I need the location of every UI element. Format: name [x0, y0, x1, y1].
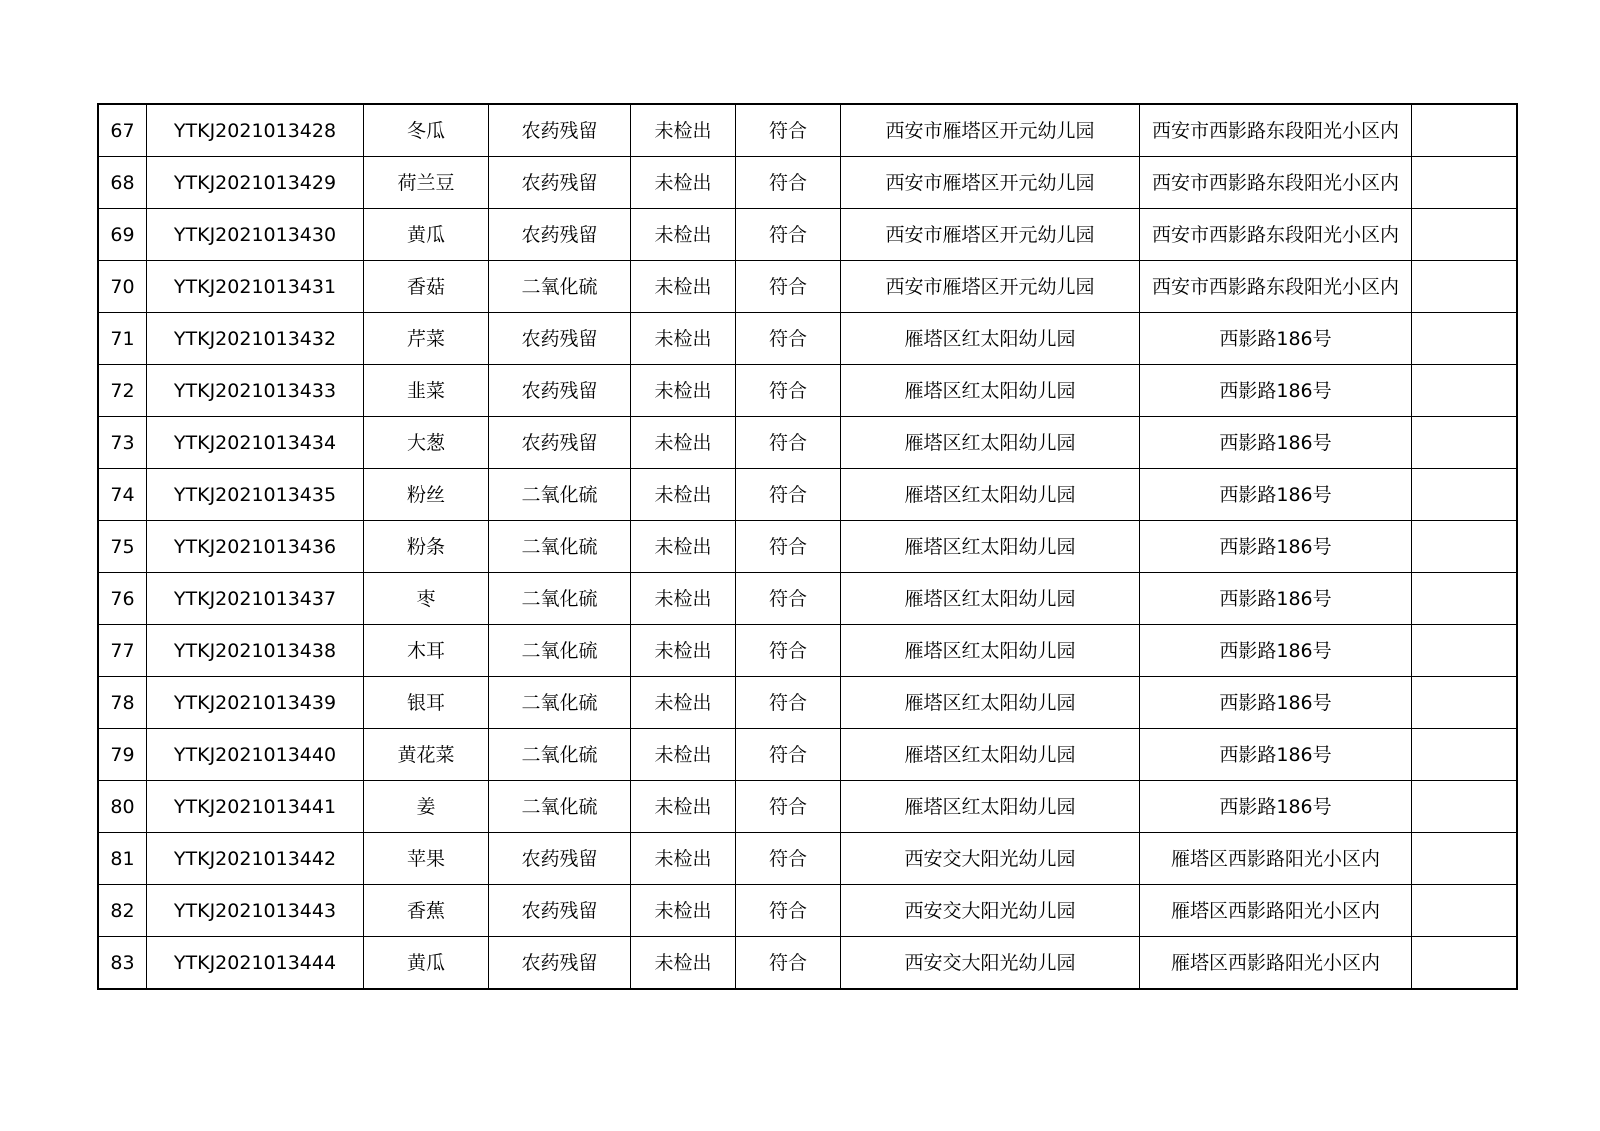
table-row: [98, 365, 1517, 417]
row-number-cell: 69: [98, 209, 147, 261]
test-result-cell: 未检出: [631, 209, 736, 261]
sample-id-cell: YTKJ2021013437: [147, 573, 364, 625]
test-item-cell: 二氧化硫: [489, 521, 631, 573]
test-item-cell: 二氧化硫: [489, 677, 631, 729]
conclusion-cell: 符合: [736, 521, 841, 573]
sample-name-cell: 姜: [364, 781, 489, 833]
sample-name-cell: 香蕉: [364, 885, 489, 937]
sample-id-cell: YTKJ2021013441: [147, 781, 364, 833]
test-result-cell: 未检出: [631, 625, 736, 677]
table-row: [98, 573, 1517, 625]
sample-name-cell: 韭菜: [364, 365, 489, 417]
unit-address-cell: 西影路186号: [1140, 625, 1412, 677]
test-item-cell: 二氧化硫: [489, 781, 631, 833]
sample-id-cell: YTKJ2021013429: [147, 157, 364, 209]
remarks-cell: [1412, 781, 1518, 833]
row-number-cell: 76: [98, 573, 147, 625]
sample-id-cell: YTKJ2021013428: [147, 104, 364, 157]
sampled-unit-cell: 雁塔区红太阳幼儿园: [841, 313, 1140, 365]
sampled-unit-cell: 西安市雁塔区开元幼儿园: [841, 157, 1140, 209]
table-row: [98, 729, 1517, 781]
sample-name-cell: 银耳: [364, 677, 489, 729]
unit-address-cell: 西影路186号: [1140, 677, 1412, 729]
row-number-cell: 70: [98, 261, 147, 313]
test-item-cell: 农药残留: [489, 104, 631, 157]
sample-name-cell: 大葱: [364, 417, 489, 469]
conclusion-cell: 符合: [736, 625, 841, 677]
unit-address-cell: 西影路186号: [1140, 365, 1412, 417]
unit-address-cell: 西影路186号: [1140, 781, 1412, 833]
remarks-cell: [1412, 469, 1518, 521]
test-item-cell: 农药残留: [489, 157, 631, 209]
table-row: [98, 833, 1517, 885]
row-number-cell: 74: [98, 469, 147, 521]
sampled-unit-cell: 雁塔区红太阳幼儿园: [841, 521, 1140, 573]
table-body: [98, 104, 1517, 989]
unit-address-cell: 西安市西影路东段阳光小区内: [1140, 209, 1412, 261]
unit-address-cell: 西影路186号: [1140, 469, 1412, 521]
row-number-cell: 68: [98, 157, 147, 209]
test-result-cell: 未检出: [631, 261, 736, 313]
conclusion-cell: 符合: [736, 729, 841, 781]
test-result-cell: 未检出: [631, 677, 736, 729]
sample-id-cell: YTKJ2021013431: [147, 261, 364, 313]
conclusion-cell: 符合: [736, 833, 841, 885]
sample-id-cell: YTKJ2021013443: [147, 885, 364, 937]
remarks-cell: [1412, 521, 1518, 573]
unit-address-cell: 西影路186号: [1140, 729, 1412, 781]
unit-address-cell: 西影路186号: [1140, 521, 1412, 573]
unit-address-cell: 西影路186号: [1140, 573, 1412, 625]
table-row: [98, 885, 1517, 937]
sample-id-cell: YTKJ2021013444: [147, 937, 364, 990]
test-item-cell: 二氧化硫: [489, 729, 631, 781]
sample-id-cell: YTKJ2021013430: [147, 209, 364, 261]
inspection-results-table: [97, 103, 1518, 990]
table-row: [98, 104, 1517, 157]
sampled-unit-cell: 雁塔区红太阳幼儿园: [841, 417, 1140, 469]
test-result-cell: 未检出: [631, 417, 736, 469]
sample-name-cell: 荷兰豆: [364, 157, 489, 209]
conclusion-cell: 符合: [736, 104, 841, 157]
test-result-cell: 未检出: [631, 885, 736, 937]
row-number-cell: 75: [98, 521, 147, 573]
sample-id-cell: YTKJ2021013435: [147, 469, 364, 521]
table-row: [98, 677, 1517, 729]
sampled-unit-cell: 雁塔区红太阳幼儿园: [841, 573, 1140, 625]
test-result-cell: 未检出: [631, 573, 736, 625]
test-result-cell: 未检出: [631, 521, 736, 573]
sample-id-cell: YTKJ2021013436: [147, 521, 364, 573]
test-item-cell: 二氧化硫: [489, 261, 631, 313]
row-number-cell: 67: [98, 104, 147, 157]
sample-name-cell: 黄瓜: [364, 209, 489, 261]
test-item-cell: 二氧化硫: [489, 469, 631, 521]
unit-address-cell: 西影路186号: [1140, 417, 1412, 469]
sample-name-cell: 粉丝: [364, 469, 489, 521]
unit-address-cell: 西安市西影路东段阳光小区内: [1140, 261, 1412, 313]
unit-address-cell: 雁塔区西影路阳光小区内: [1140, 937, 1412, 990]
remarks-cell: [1412, 833, 1518, 885]
sample-id-cell: YTKJ2021013442: [147, 833, 364, 885]
conclusion-cell: 符合: [736, 937, 841, 990]
test-item-cell: 农药残留: [489, 937, 631, 990]
row-number-cell: 71: [98, 313, 147, 365]
row-number-cell: 81: [98, 833, 147, 885]
table-row: [98, 417, 1517, 469]
sampled-unit-cell: 西安市雁塔区开元幼儿园: [841, 209, 1140, 261]
conclusion-cell: 符合: [736, 365, 841, 417]
sample-name-cell: 冬瓜: [364, 104, 489, 157]
sampled-unit-cell: 雁塔区红太阳幼儿园: [841, 781, 1140, 833]
conclusion-cell: 符合: [736, 417, 841, 469]
conclusion-cell: 符合: [736, 781, 841, 833]
table-row: [98, 781, 1517, 833]
table-row: [98, 313, 1517, 365]
table-row: [98, 937, 1517, 990]
row-number-cell: 80: [98, 781, 147, 833]
conclusion-cell: 符合: [736, 261, 841, 313]
remarks-cell: [1412, 209, 1518, 261]
remarks-cell: [1412, 261, 1518, 313]
test-item-cell: 农药残留: [489, 885, 631, 937]
remarks-cell: [1412, 729, 1518, 781]
sample-name-cell: 黄花菜: [364, 729, 489, 781]
unit-address-cell: 雁塔区西影路阳光小区内: [1140, 833, 1412, 885]
conclusion-cell: 符合: [736, 469, 841, 521]
row-number-cell: 73: [98, 417, 147, 469]
conclusion-cell: 符合: [736, 573, 841, 625]
row-number-cell: 72: [98, 365, 147, 417]
conclusion-cell: 符合: [736, 677, 841, 729]
sampled-unit-cell: 西安交大阳光幼儿园: [841, 937, 1140, 990]
table-row: [98, 261, 1517, 313]
table-row: [98, 157, 1517, 209]
sample-name-cell: 苹果: [364, 833, 489, 885]
table-row: [98, 469, 1517, 521]
remarks-cell: [1412, 885, 1518, 937]
sampled-unit-cell: 雁塔区红太阳幼儿园: [841, 469, 1140, 521]
sampled-unit-cell: 雁塔区红太阳幼儿园: [841, 365, 1140, 417]
sample-name-cell: 枣: [364, 573, 489, 625]
table-row: [98, 625, 1517, 677]
sample-name-cell: 粉条: [364, 521, 489, 573]
sample-id-cell: YTKJ2021013439: [147, 677, 364, 729]
test-item-cell: 二氧化硫: [489, 625, 631, 677]
test-item-cell: 农药残留: [489, 209, 631, 261]
sample-name-cell: 黄瓜: [364, 937, 489, 990]
sample-id-cell: YTKJ2021013440: [147, 729, 364, 781]
sampled-unit-cell: 西安市雁塔区开元幼儿园: [841, 261, 1140, 313]
sample-id-cell: YTKJ2021013432: [147, 313, 364, 365]
remarks-cell: [1412, 313, 1518, 365]
sample-name-cell: 芹菜: [364, 313, 489, 365]
test-item-cell: 农药残留: [489, 833, 631, 885]
sample-name-cell: 木耳: [364, 625, 489, 677]
test-result-cell: 未检出: [631, 729, 736, 781]
sample-id-cell: YTKJ2021013433: [147, 365, 364, 417]
test-result-cell: 未检出: [631, 937, 736, 990]
table-row: [98, 521, 1517, 573]
unit-address-cell: 西影路186号: [1140, 313, 1412, 365]
sampled-unit-cell: 西安交大阳光幼儿园: [841, 885, 1140, 937]
row-number-cell: 83: [98, 937, 147, 990]
test-result-cell: 未检出: [631, 833, 736, 885]
test-item-cell: 农药残留: [489, 365, 631, 417]
row-number-cell: 82: [98, 885, 147, 937]
row-number-cell: 77: [98, 625, 147, 677]
remarks-cell: [1412, 104, 1518, 157]
conclusion-cell: 符合: [736, 885, 841, 937]
remarks-cell: [1412, 937, 1518, 990]
remarks-cell: [1412, 625, 1518, 677]
remarks-cell: [1412, 417, 1518, 469]
row-number-cell: 78: [98, 677, 147, 729]
row-number-cell: 79: [98, 729, 147, 781]
test-result-cell: 未检出: [631, 104, 736, 157]
sampled-unit-cell: 西安市雁塔区开元幼儿园: [841, 104, 1140, 157]
sample-id-cell: YTKJ2021013434: [147, 417, 364, 469]
conclusion-cell: 符合: [736, 157, 841, 209]
sampled-unit-cell: 雁塔区红太阳幼儿园: [841, 625, 1140, 677]
unit-address-cell: 雁塔区西影路阳光小区内: [1140, 885, 1412, 937]
test-result-cell: 未检出: [631, 365, 736, 417]
sampled-unit-cell: 雁塔区红太阳幼儿园: [841, 677, 1140, 729]
remarks-cell: [1412, 365, 1518, 417]
unit-address-cell: 西安市西影路东段阳光小区内: [1140, 157, 1412, 209]
test-result-cell: 未检出: [631, 781, 736, 833]
test-result-cell: 未检出: [631, 469, 736, 521]
table-row: [98, 209, 1517, 261]
unit-address-cell: 西安市西影路东段阳光小区内: [1140, 104, 1412, 157]
sampled-unit-cell: 雁塔区红太阳幼儿园: [841, 729, 1140, 781]
test-result-cell: 未检出: [631, 313, 736, 365]
remarks-cell: [1412, 157, 1518, 209]
sample-name-cell: 香菇: [364, 261, 489, 313]
remarks-cell: [1412, 573, 1518, 625]
conclusion-cell: 符合: [736, 313, 841, 365]
test-result-cell: 未检出: [631, 157, 736, 209]
sampled-unit-cell: 西安交大阳光幼儿园: [841, 833, 1140, 885]
test-item-cell: 二氧化硫: [489, 573, 631, 625]
remarks-cell: [1412, 677, 1518, 729]
conclusion-cell: 符合: [736, 209, 841, 261]
test-item-cell: 农药残留: [489, 417, 631, 469]
sample-id-cell: YTKJ2021013438: [147, 625, 364, 677]
test-item-cell: 农药残留: [489, 313, 631, 365]
